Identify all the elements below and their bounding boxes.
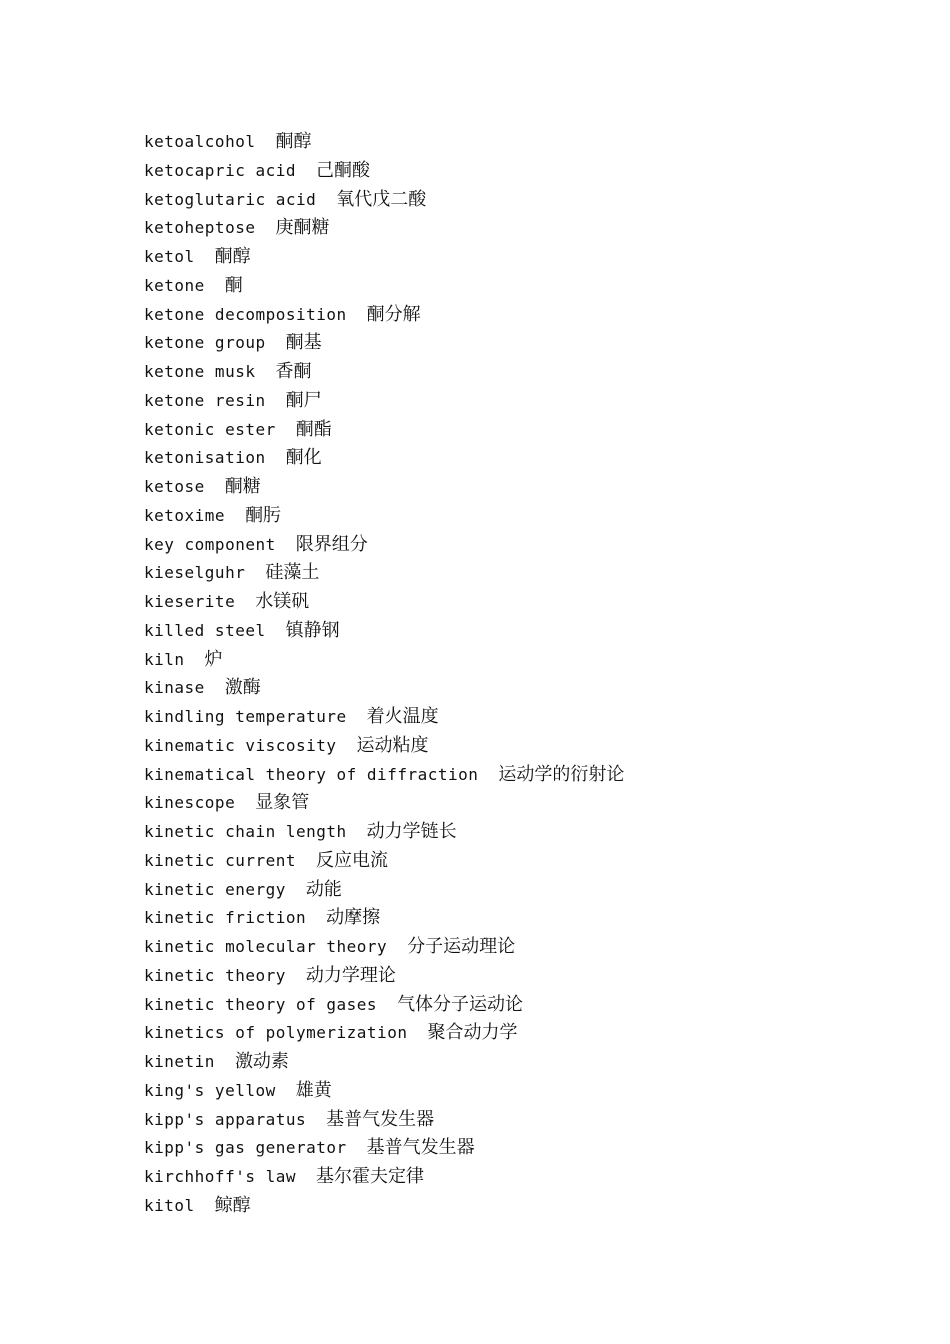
entry-translation: 基尔霍夫定律 xyxy=(316,1166,424,1187)
entry-term: kinetic chain length xyxy=(144,822,347,841)
entry-translation: 酮 xyxy=(224,274,243,296)
entry-term: ketoxime xyxy=(144,505,226,525)
glossary-entry xyxy=(144,416,624,445)
glossary-entry xyxy=(144,1192,624,1221)
entry-translation: 酮醇 xyxy=(275,131,312,152)
glossary-entry xyxy=(144,1077,624,1106)
entry-translation: 鲸醇 xyxy=(214,1194,251,1216)
glossary-entry xyxy=(144,789,624,818)
entry-translation: 酮化 xyxy=(285,447,322,469)
glossary-entry xyxy=(144,703,624,732)
entry-term: kirchhoff's law xyxy=(144,1167,296,1186)
glossary-entry xyxy=(144,128,624,157)
glossary-entry xyxy=(144,157,624,186)
entry-translation: 显象管 xyxy=(255,792,310,814)
entry-term: kinetics of polymerization xyxy=(144,1023,408,1043)
glossary-entry xyxy=(144,876,624,905)
entry-translation: 水镁矾 xyxy=(255,591,310,612)
entry-term: kindling temperature xyxy=(144,707,347,726)
glossary-entry xyxy=(144,991,624,1020)
entry-term: ketone musk xyxy=(144,362,256,381)
entry-translation: 着火温度 xyxy=(366,706,439,727)
entry-term: ketone decomposition xyxy=(144,304,347,324)
entry-term: ketoheptose xyxy=(144,218,256,238)
glossary-entry xyxy=(144,272,624,301)
entry-term: kinetic theory xyxy=(144,965,286,985)
entry-translation: 动摩擦 xyxy=(326,907,381,929)
glossary-entry xyxy=(144,1106,624,1135)
entry-translation: 香酮 xyxy=(275,361,312,382)
entry-translation: 镇静钢 xyxy=(285,619,340,641)
entry-term: killed steel xyxy=(144,620,266,640)
entry-translation: 动力学链长 xyxy=(366,821,457,842)
entry-translation: 庚酮糖 xyxy=(275,217,330,239)
entry-translation: 动能 xyxy=(305,878,342,900)
entry-translation: 运动粘度 xyxy=(356,734,429,756)
entry-term: kinetic friction xyxy=(144,908,307,928)
entry-translation: 反应电流 xyxy=(316,849,388,871)
glossary-entry xyxy=(144,473,624,502)
glossary-entry xyxy=(144,502,624,531)
entry-term: kinematic viscosity xyxy=(144,735,337,755)
glossary-entry xyxy=(144,617,624,646)
entry-translation: 己酮酸 xyxy=(316,159,370,181)
entry-term: kinetic current xyxy=(144,850,296,870)
entry-term: ketone group xyxy=(144,333,266,353)
glossary-entry xyxy=(144,214,624,243)
entry-translation: 酮尸 xyxy=(285,389,322,411)
glossary-entry xyxy=(144,301,624,330)
entry-translation: 酮酯 xyxy=(295,418,332,440)
glossary-entry xyxy=(144,962,624,991)
glossary-list xyxy=(144,128,624,1221)
entry-translation: 雄黄 xyxy=(295,1079,332,1101)
glossary-entry xyxy=(144,588,624,617)
glossary-entry xyxy=(144,329,624,358)
glossary-entry xyxy=(144,674,624,703)
entry-term: ketocapric acid xyxy=(144,160,296,180)
entry-term: kiln xyxy=(144,649,185,669)
entry-translation: 酮分解 xyxy=(366,303,421,325)
glossary-entry xyxy=(144,358,624,387)
entry-term: kinetic energy xyxy=(144,879,286,899)
entry-translation: 分子运动理论 xyxy=(407,936,516,957)
entry-term: kinetic theory of gases xyxy=(144,994,378,1014)
entry-term: ketonisation xyxy=(144,448,266,468)
entry-translation: 酮糖 xyxy=(224,476,261,497)
entry-term: key component xyxy=(144,534,276,554)
glossary-entry xyxy=(144,646,624,675)
entry-translation: 气体分子运动论 xyxy=(397,993,524,1015)
entry-term: kieserite xyxy=(144,592,236,611)
entry-term: king's yellow xyxy=(144,1080,276,1100)
glossary-entry xyxy=(144,1134,624,1163)
glossary-entry xyxy=(144,387,624,416)
entry-translation: 基普气发生器 xyxy=(326,1108,435,1130)
glossary-entry xyxy=(144,559,624,588)
entry-translation: 酮肟 xyxy=(245,504,282,526)
entry-term: ketone resin xyxy=(144,390,266,410)
entry-translation: 聚合动力学 xyxy=(427,1022,518,1044)
entry-term: ketone xyxy=(144,275,205,295)
glossary-entry xyxy=(144,243,624,272)
glossary-entry xyxy=(144,761,624,790)
glossary-entry xyxy=(144,1163,624,1192)
glossary-entry xyxy=(144,904,624,933)
entry-term: kinetic molecular theory xyxy=(144,937,388,956)
glossary-entry xyxy=(144,818,624,847)
entry-term: kitol xyxy=(144,1195,195,1215)
entry-term: ketol xyxy=(144,247,195,266)
entry-term: ketoglutaric acid xyxy=(144,189,317,209)
entry-term: ketoalcohol xyxy=(144,132,256,151)
entry-term: kinematical theory of diffraction xyxy=(144,764,479,784)
glossary-entry xyxy=(144,732,624,761)
glossary-entry xyxy=(144,531,624,560)
glossary-entry xyxy=(144,847,624,876)
entry-translation: 激动素 xyxy=(234,1051,289,1072)
entry-term: kinetin xyxy=(144,1052,215,1071)
entry-term: kinescope xyxy=(144,793,236,813)
entry-translation: 硅藻土 xyxy=(265,562,320,584)
glossary-entry xyxy=(144,186,624,215)
entry-term: kinase xyxy=(144,678,205,698)
entry-translation: 酮醇 xyxy=(214,246,251,267)
entry-translation: 限界组分 xyxy=(295,533,368,555)
entry-term: kieselguhr xyxy=(144,563,246,583)
entry-term: ketonic ester xyxy=(144,419,276,439)
glossary-entry xyxy=(144,1019,624,1048)
entry-translation: 激酶 xyxy=(224,677,261,699)
entry-translation: 运动学的衍射论 xyxy=(498,763,625,785)
glossary-entry xyxy=(144,933,624,962)
entry-term: ketose xyxy=(144,477,205,496)
entry-translation: 酮基 xyxy=(285,332,322,354)
entry-translation: 炉 xyxy=(204,648,223,670)
entry-translation: 氧代戊二酸 xyxy=(336,188,427,210)
entry-translation: 基普气发生器 xyxy=(366,1137,475,1159)
glossary-entry xyxy=(144,1048,624,1077)
entry-term: kipp's apparatus xyxy=(144,1109,307,1129)
glossary-entry xyxy=(144,444,624,473)
entry-term: kipp's gas generator xyxy=(144,1138,347,1158)
entry-translation: 动力学理论 xyxy=(305,964,396,986)
